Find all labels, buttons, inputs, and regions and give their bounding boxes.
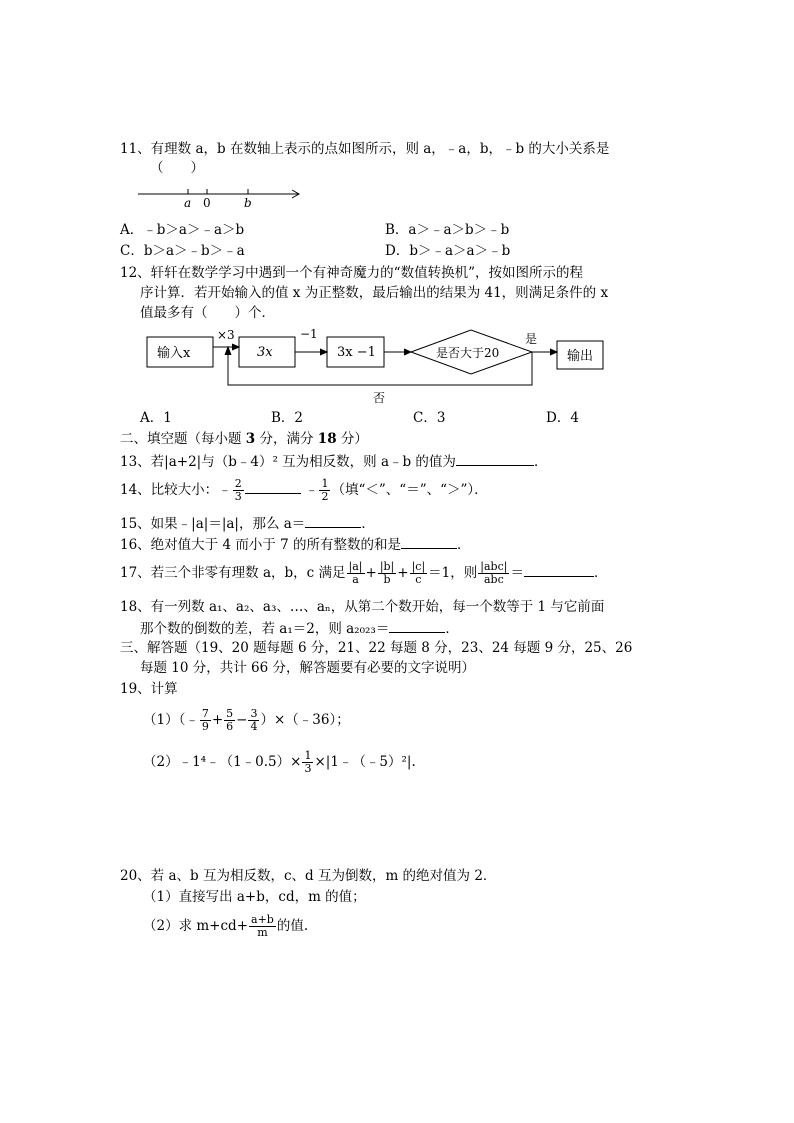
number-line-figure — [136, 182, 306, 212]
q13-blank — [456, 452, 534, 466]
q17-fraction-b: $\frac{|b|}{b}$ — [379, 560, 395, 586]
section2-title: 二、填空题（每小题 3 分，满分 18 分） — [120, 431, 368, 447]
q20-stem: 20、若 a、b 互为相反数，c、d 互为倒数，m 的绝对值为 2． — [120, 868, 497, 884]
q14-blank — [245, 480, 301, 494]
q11-option-a: A．﹣b＞a＞﹣a＞b — [120, 222, 245, 238]
q12-option-b: B．2 — [271, 410, 304, 426]
q19-fraction-1-3: $\frac{1}{3}$ — [304, 749, 312, 775]
q16: 16、绝对值大于 4 而小于 7 的所有整数的和是 ． — [120, 537, 471, 553]
q12-option-c: C．3 — [413, 410, 446, 426]
q11-option-b: B．a＞﹣a＞b＞﹣b — [385, 222, 510, 238]
section3-title-line2: 每题 10 分，共计 66 分，解答题要有必要的文字说明） — [140, 660, 476, 676]
flow-op-times3: ×3 — [217, 328, 235, 342]
q15: 15、如果﹣|a|＝|a|，那么 a＝ ． — [120, 516, 375, 532]
flow-yes-label: 是 — [525, 332, 538, 346]
q12-line2: 序计算．若开始输入的值 x 为正整数，最后输出的结果为 41，则满足条件的 x — [140, 285, 609, 301]
q12-line1: 12、轩轩在数学学习中遇到一个有神奇魔力的“数值转换机”，按如图所示的程 — [120, 265, 583, 281]
label-b: b — [244, 196, 252, 210]
q17-blank — [524, 563, 594, 577]
section3-title-line1: 三、解答题（19、20 题每题 6 分，21、22 每题 8 分，23、24 每题 9 分，25、26 — [120, 640, 633, 656]
q12-line3: 值最多有（ ）个． — [140, 305, 275, 321]
label-a: a — [184, 196, 192, 210]
q19-fraction-3-4: $\frac{3}{4}$ — [250, 707, 258, 733]
q12-option-d: D．4 — [546, 410, 579, 426]
q11-option-d: D．b＞﹣a＞a＞﹣b — [385, 243, 511, 259]
q11-stem: 11、有理数 a，b 在数轴上表示的点如图所示，则 a，﹣a，b，﹣b 的大小关系是 — [120, 141, 610, 157]
q14-fraction-1: $\frac{2}{3}$ — [234, 477, 242, 503]
q19-part1: （1）（﹣ $\frac{7}{9}$ + $\frac{5}{6}$ − $\frac{3}{4}$ ）×（﹣36）； — [143, 707, 350, 733]
flow-output-label: 输出 — [567, 349, 594, 364]
q16-blank — [401, 535, 457, 549]
q19-fraction-5-6: $\frac{5}{6}$ — [226, 707, 234, 733]
q17: 17、若三个非零有理数 a，b，c 满足 $\frac{|a|}{a}$ + $\frac{|b|}{b}$ + $\frac{|c|}{c}$ ＝1，则 $\frac{\text{|abc|}}{\text{abc}}$ ＝ ． — [120, 560, 608, 586]
flow-input-label: 输入x — [157, 346, 191, 361]
q12-option-a: A．1 — [140, 410, 172, 426]
q14-fraction-2: $\frac{1}{2}$ — [321, 477, 329, 503]
q20-part2: （2）求 m+cd+ $\frac{a+b}{m}$ 的值. — [143, 913, 309, 939]
flow-op-minus1: −1 — [300, 327, 318, 341]
q15-blank — [305, 514, 361, 528]
q20-part1: （1）直接写出 a+b，cd，m 的值； — [143, 889, 366, 905]
label-0: 0 — [203, 196, 211, 210]
q20-fraction-ab-m: $\frac{a+b}{m}$ — [251, 913, 274, 939]
flow-no-label: 否 — [373, 391, 386, 405]
q11-answer-paren: （ ） — [150, 160, 204, 176]
q17-fraction-abc: $\frac{\text{|abc|}}{\text{abc}}$ — [480, 560, 508, 586]
flow-box-3x-minus1-label: 3x −1 — [337, 345, 376, 360]
q17-fraction-a: $\frac{|a|}{a}$ — [348, 560, 363, 586]
q11-option-c: C．b＞a＞﹣b＞﹣a — [120, 243, 245, 259]
q19-title: 19、计算 — [120, 681, 178, 697]
q14: 14、比较大小：﹣ $\frac{2}{3}$ ﹣ $\frac{1}{2}$ （填“＜”、“＝”、“＞”）． — [120, 477, 488, 503]
q18-line1: 18、有一列数 a₁、a₂、a₃、…、aₙ，从第二个数开始，每一个数等于 1 与它前面 — [120, 599, 605, 615]
flow-decision-label: 是否大于20 — [436, 346, 500, 360]
q13: 13、若|a+2|与（b﹣4）² 互为相反数，则 a﹣b 的值为 ． — [120, 454, 548, 470]
q17-fraction-c: $\frac{|c|}{c}$ — [411, 560, 426, 586]
q19-part2: （2）﹣1⁴﹣（1﹣0.5）× $\frac{1}{3}$ ×|1﹣（﹣5）²|. — [143, 749, 416, 775]
q19-fraction-7-9: $\frac{7}{9}$ — [201, 707, 209, 733]
q18-blank — [389, 619, 445, 633]
q18-line2: 那个数的倒数的差，若 a₁＝2，则 a₂₀₂₃＝ ． — [140, 621, 459, 637]
flowchart-figure — [140, 325, 620, 410]
flow-box-3x-label: 3x — [257, 345, 273, 360]
